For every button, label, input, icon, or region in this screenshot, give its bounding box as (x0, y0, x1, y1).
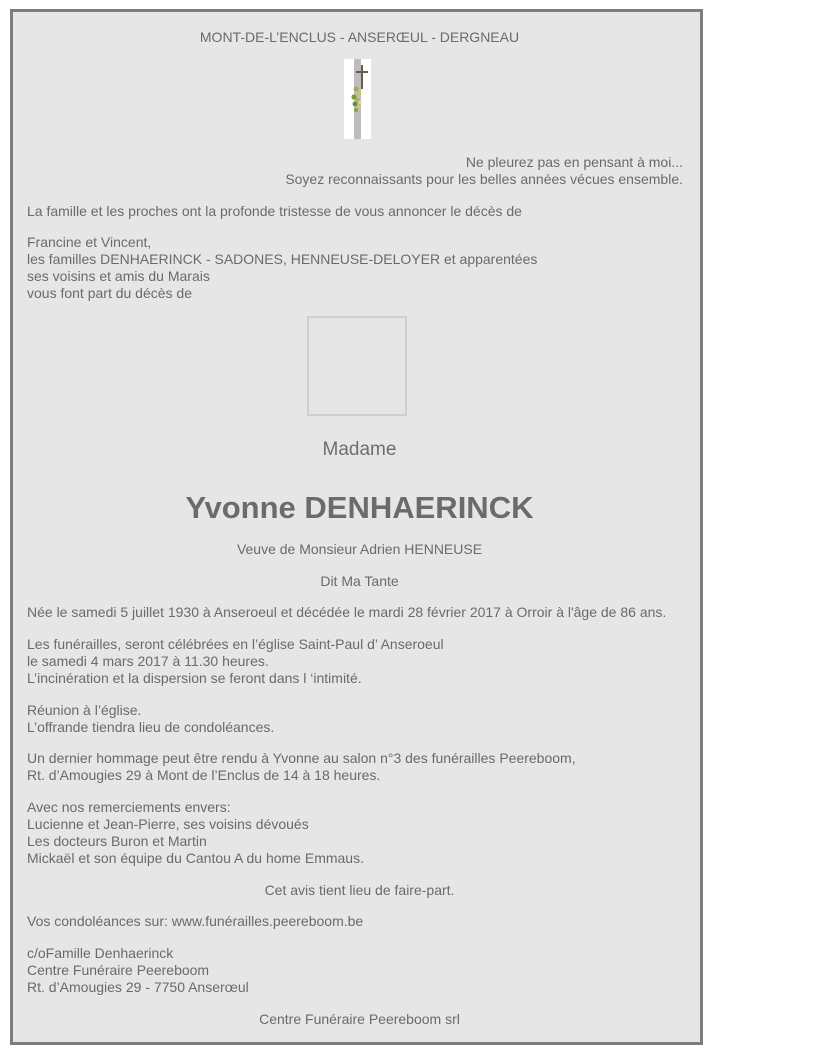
tribute-block (27, 750, 576, 784)
address-line: c/oFamille Denhaerinck (27, 945, 174, 961)
deceased-name: Yvonne DENHAERINCK (185, 490, 534, 525)
villages-header: MONT-DE-L’ENCLUS - ANSERŒUL - DERGNEAU (199, 29, 520, 45)
funeral-line: Les funérailles, seront célébrées en l’église Saint-Paul d’ Anseroeul (27, 636, 444, 652)
thanks-line: Les docteurs Buron et Martin (27, 833, 207, 849)
thanks-line: Avec nos remerciements envers: (27, 799, 231, 815)
reunion-line: Réunion à l’église. (27, 702, 142, 718)
nickname-line: Dit Ma Tante (320, 573, 399, 589)
family-line: vous font part du décès de (27, 285, 192, 301)
footer-funeral-home: Centre Funéraire Peereboom srl (259, 1011, 460, 1027)
family-block (27, 234, 537, 302)
notice-line: Cet avis tient lieu de faire-part. (264, 882, 455, 898)
family-line: ses voisins et amis du Marais (27, 268, 210, 284)
intro-text: La famille et les proches ont la profonde tristesse de vous annoncer le décès de (27, 203, 522, 219)
tribute-line: Rt. d’Amougies 29 à Mont de l’Enclus de 14 à 18 heures. (27, 767, 381, 783)
thanks-line: Lucienne et Jean-Pierre, ses voisins dévoués (27, 816, 309, 832)
funeral-line: le samedi 4 mars 2017 à 11.30 heures. (27, 653, 269, 669)
obituary-card (10, 9, 703, 1045)
deceased-title: Madame (322, 439, 397, 460)
birth-death-line: Née le samedi 5 juillet 1930 à Anseroeul et décédée le mardi 28 février 2017 à Orroir à l'âge de 86 ans. (27, 604, 667, 620)
address-line: Rt. d’Amougies 29 - 7750 Anserœul (27, 979, 249, 995)
reunion-block (27, 702, 274, 736)
family-line: Francine et Vincent, (27, 234, 152, 250)
poem-line-2: Soyez reconnaissants pour les belles années vécues ensemble. (285, 171, 683, 187)
reunion-line: L’offrande tiendra lieu de condoléances. (27, 719, 275, 735)
poem-line-1: Ne pleurez pas en pensant à moi... (465, 154, 683, 170)
spouse-line: Veuve de Monsieur Adrien HENNEUSE (236, 541, 483, 557)
condolences-link[interactable]: Vos condoléances sur: www.funérailles.peereboom.be (27, 913, 364, 929)
family-line: les familles DENHAERINCK - SADONES, HENNEUSE-DELOYER et apparentées (27, 251, 538, 267)
deceased-photo-placeholder (307, 316, 407, 416)
funeral-line: L’incinération et la dispersion se feront dans l ‘intimité. (27, 670, 362, 686)
address-block (27, 945, 249, 996)
tribute-line: Un dernier hommage peut être rendu à Yvonne au salon n°3 des funérailles Peereboom, (27, 750, 576, 766)
thanks-block (27, 799, 364, 867)
cross-with-flowers-icon (344, 59, 371, 139)
thanks-line: Mickaël et son équipe du Cantou A du home Emmaus. (27, 850, 364, 866)
address-line: Centre Funéraire Peereboom (27, 962, 210, 978)
funeral-block (27, 636, 444, 687)
